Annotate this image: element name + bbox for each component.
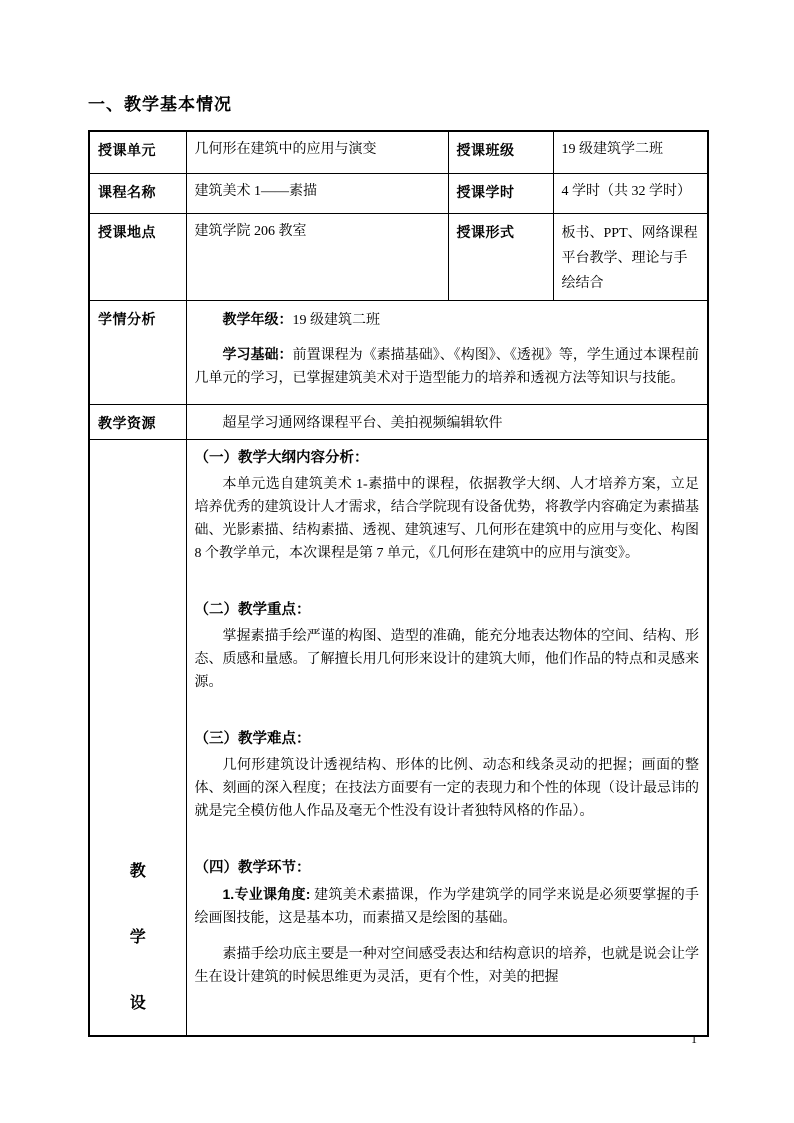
step-lead: 1.专业课角度:	[222, 885, 311, 902]
cell-student-analysis	[186, 300, 708, 404]
label-hours: 授课学时	[448, 173, 553, 213]
page-number: 1	[691, 1032, 697, 1046]
label-class: 授课班级	[448, 131, 553, 173]
table-row	[89, 131, 708, 173]
basis-lead: 学习基础：	[222, 345, 293, 362]
section-teaching-focus	[195, 599, 700, 694]
label-teaching-resources: 教学资源	[89, 404, 186, 439]
section-paragraph: 几何形建筑设计透视结构、形体的比例、动态和线条灵动的把握；画面的整体、刻画的深入程度；在技法方面要有一定的表现力和个性的体现（设计最忌讳的就是完全模仿他人作品及毫无个性没有设计者独特风格的作品）。	[194, 757, 699, 819]
table-row	[89, 439, 708, 1036]
table-row	[89, 213, 708, 300]
student-analysis-grade	[195, 308, 700, 332]
label-student-analysis: 学情分析	[89, 300, 186, 404]
section-paragraph: 掌握素描手绘严谨的构图、造型的准确，能充分地表达物体的空间、结构、形态、质感和量感。了解擅长用几何形来设计的建筑大师，他们作品的特点和灵感来源。	[194, 628, 699, 690]
table-row	[89, 404, 708, 439]
section-heading: （三）教学难点：	[194, 730, 311, 747]
value-class: 19 级建筑学二班	[553, 131, 708, 173]
lesson-info-table	[88, 130, 709, 1037]
table-row	[89, 300, 708, 404]
section-teaching-steps	[195, 857, 700, 989]
design-char-1: 教	[129, 862, 146, 880]
value-hours: 4 学时（共 32 学时）	[553, 173, 708, 213]
label-location: 授课地点	[89, 213, 186, 300]
teaching-design-vertical-label	[90, 440, 186, 1023]
teaching-design-content	[195, 447, 700, 1030]
label-teaching-unit: 授课单元	[89, 131, 186, 173]
section-heading: （二）教学重点：	[194, 601, 311, 618]
value-format: 板书、PPT、网络课程平台教学、理论与手绘结合	[553, 213, 708, 300]
label-course-name: 课程名称	[89, 173, 186, 213]
step-text: 建筑美术素描课，作为学建筑学的同学来说是必须要掌握的手绘画图技能，这是基本功，而素描又是绘图的基础。	[194, 887, 699, 926]
value-location: 建筑学院 206 教室	[186, 213, 448, 300]
section-paragraph: 素描手绘功底主要是一种对空间感受表达和结构意识的培养，也就是说会让学生在设计建筑的时候思维更为灵活，更有个性，对美的把握	[194, 946, 699, 985]
value-teaching-unit: 几何形在建筑中的应用与演变	[186, 131, 448, 173]
value-course-name: 建筑美术 1——素描	[186, 173, 448, 213]
section-heading: （四）教学环节：	[194, 859, 311, 876]
table-row	[89, 173, 708, 213]
student-analysis-basis	[195, 343, 700, 390]
section-syllabus-analysis	[195, 447, 700, 565]
cell-teaching-design-label	[89, 439, 186, 1036]
grade-text: 19 级建筑二班	[292, 312, 380, 328]
grade-lead: 教学年级：	[222, 310, 293, 327]
label-format: 授课形式	[448, 213, 553, 300]
cell-teaching-resources	[186, 404, 708, 439]
teaching-resources-text: 超星学习通网络课程平台、美拍视频编辑软件	[222, 415, 503, 431]
basis-text: 前置课程为《素描基础》、《构图》、《透视》等，学生通过本课程前几单元的学习，已掌握建筑美术对于造型能力的培养和透视方法等知识与技能。	[194, 347, 700, 386]
cell-teaching-design-content	[186, 439, 708, 1036]
design-char-2: 学	[129, 928, 146, 946]
section-heading: （一）教学大纲内容分析：	[194, 449, 369, 466]
design-char-3: 设	[129, 994, 146, 1012]
section-paragraph: 本单元选自建筑美术 1-素描中的课程，依据教学大纲、人才培养方案，立足培养优秀的建筑设计人才需求，结合学院现有设备优势，将教学内容确定为素描基础、光影素描、结构素描、透视、建筑速写、几何形在建筑中的应用与变化、构图 8 个教学单元，本次课程是第 7 单元，《几何形在建筑中的应用与演变》。	[194, 476, 699, 561]
section-paragraph	[195, 883, 700, 930]
page-title: 一、教学基本情况	[88, 95, 232, 114]
section-teaching-difficulty	[195, 728, 700, 823]
